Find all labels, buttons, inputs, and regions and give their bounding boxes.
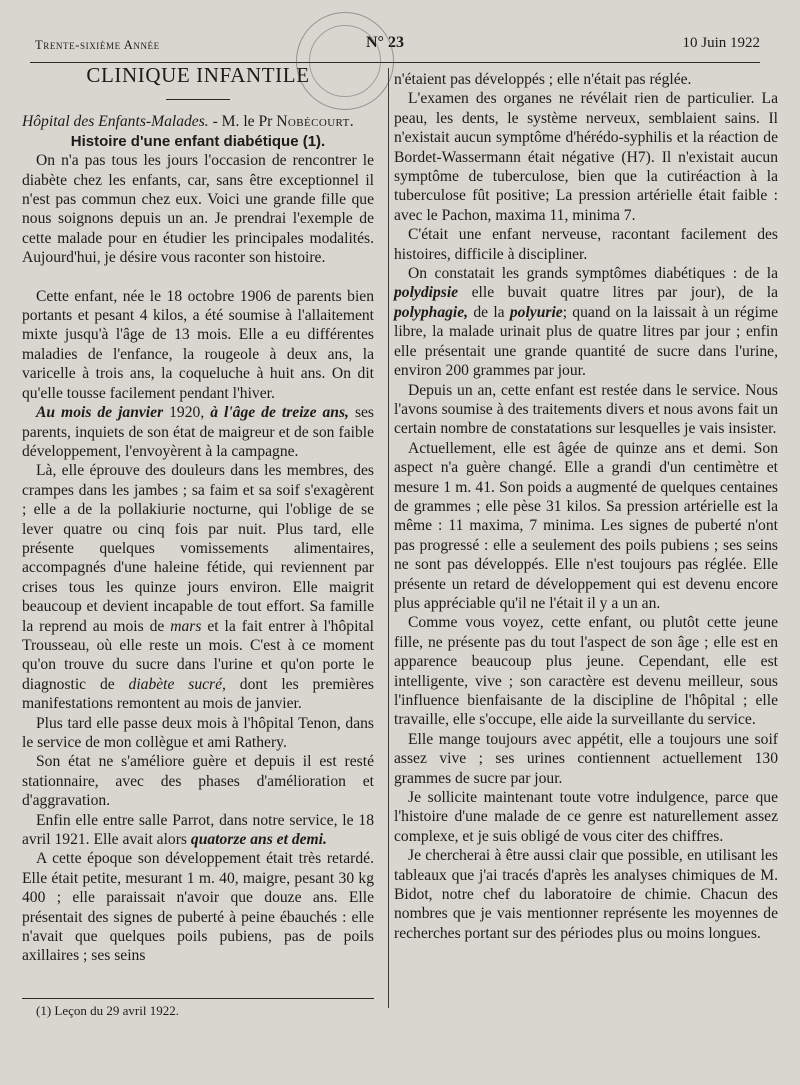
emph-age: à l'âge de treize ans, [210, 404, 349, 422]
p7-part-a: Enfin elle entre salle Parrot, dans notre service, le 18 avril 1921. Elle avait alors [22, 811, 374, 849]
right-paragraph-10: Je chercherai à être aussi clair que possible, en utilisant les tableaux que j'ai tracés d'après les analyses chimiques de M. Bidot, notre chef du laboratoire de chimie. Chacun des nombres que je vais mentionner représente les moyennes de recherches portant sur des périodes plus ou moins longues. [394, 847, 778, 942]
footnote-rule [22, 998, 374, 999]
volume-year: Trente-sixième Année [35, 38, 160, 52]
left-paragraph-8: A cette époque son développement était très retardé. Elle était petite, mesurant 1 m. 40, maigre, pesant 30 kg 400 ; elle paraissait n'avoir que douze ans. Elle présentait des signes de puberté à peine ébauchés : elle n'avait que quelques poils pubiens, pas de poils axillaires ; ses seins [22, 850, 374, 965]
right-paragraph-6: Actuellement, elle est âgée de quinze ans et demi. Son aspect n'a guère changé. Elle a grandi d'un centimètre et mesure 1 m. 41. Son poids a augmenté de quelques centaines de grammes ; elle pèse 31 kilos. Sa pression artérielle est la même : 11 maxima, 7 minima. Les signes de puberté n'ont pas progressé : elle a seulement des poils pubiens ; ses seins ne sont pas développés. Elle n'est toujours pas réglée. Elle présente un retard de développement qui est devenu encore plus appréciable qu'il ne l'était il y a un an. [394, 439, 778, 612]
right-paragraph-5: Depuis un an, cette enfant est restée dans le service. Nous l'avons soumise à des traitements divers et nous avons fait un certain nombre de constatations sur lesquelles je vais insister. [394, 381, 778, 438]
byline-prefix: - M. le Pr [208, 113, 277, 131]
right-paragraph-2: L'examen des organes ne révélait rien de particulier. La peau, les dents, le système nerveux, semblaient sains. Il n'existait aucun symptôme d'hérédo-syphilis et la réaction de Bordet-Wassermann était négative (H7). Il n'existait aucun symptôme de tuberculose, bien que la cutiréaction à la tuberculose fût positive; La pression artérielle était faible : avec le Pachon, maxima 11, minima 7. [394, 90, 778, 224]
right-paragraph-7: Comme vous voyez, cette enfant, ou plutôt cette jeune fille, ne présente pas du tout l'aspect de son âge ; elle est en apparence beaucoup plus jeune. Cependant, elle est intelligente, vive ; son caractère est devenu meilleur, sous l'influence bienfaisante de la discipline de l'hôpital ; elle travaille, elle s'occupe, elle aide la surveillante du service. [394, 614, 778, 729]
emph-polyphagie: polyphagie, [394, 303, 469, 321]
r4-part-g: ; quand on la laissait à un régime libre, la malade urinait plus de quatre litres par jour ; enfin elle présentait une grande quantité de sucre dans l'urine, environ 200 grammes par jour. [394, 303, 778, 380]
section-title: CLINIQUE INFANTILE [86, 63, 310, 87]
right-paragraph-4 [394, 264, 778, 380]
left-paragraph-2: Cette enfant, née le 18 octobre 1906 de parents bien portants et pesant 4 kilos, a été soumise à l'allaitement mixte jusqu'à l'âge de 13 mois. Elle a eu différentes maladies de l'enfance, la rougeole à deux ans, la varicelle à trois ans, la coqueluche à huit ans. On dit qu'elle tousse facilement pendant l'hiver. [22, 287, 374, 402]
emph-polydipsie: polydipsie [394, 284, 459, 302]
right-paragraph-9: Je sollicite maintenant toute votre indulgence, parce que l'histoire d'une malade de ce genre est naturellement assez complexe, et je suis obligé de vous citer des chiffres. [394, 789, 778, 845]
year-text: 1920, [163, 404, 211, 422]
issue-number: N° 23 [366, 34, 404, 51]
emph-age-admission: quatorze ans et demi. [190, 831, 327, 849]
left-paragraph-1: On n'a pas tous les jours l'occasion de rencontrer le diabète chez les enfants, car, sans être exceptionnel il n'est pas commun chez eux. Voici une grande fille que nous soignons depuis un an. Je prendrai l'exemple de cette malade pour en étudier les principales modalités. Aujourd'hui, je désire vous raconter son histoire. [22, 152, 374, 267]
emph-month: Au mois de janvier [36, 404, 164, 422]
issue-date: 10 Juin 1922 [682, 35, 760, 51]
footnote: (1) Leçon du 29 avril 1922. [36, 1003, 179, 1018]
r4-part-c: elle buvait quatre litres par jour), de la [458, 284, 778, 302]
column-divider [388, 68, 389, 1008]
emph-mars: mars [170, 617, 202, 635]
emph-diagnosis: diabète sucré, [128, 675, 226, 693]
p4-part-e: dont les premières manifestations remontent au mois de janvier. [22, 675, 374, 713]
left-column [22, 63, 375, 966]
left-paragraph-5: Plus tard elle passe deux mois à l'hôpital Tenon, dans le service de mon collègue et ami Rathery. [22, 714, 374, 751]
left-paragraph-4 [22, 461, 374, 713]
title-rule [166, 99, 230, 100]
emph-polyurie: polyurie [509, 303, 563, 321]
left-paragraph-7 [22, 811, 374, 850]
right-paragraph-8: Elle mange toujours avec appétit, elle a toujours une soif assez vive ; ses urines contiennent actuellement 130 grammes de sucre par jour. [394, 730, 778, 787]
right-column [394, 70, 778, 943]
right-paragraph-3: C'était une enfant nerveuse, racontant facilement des histoires, difficile à discipliner. [394, 226, 778, 263]
byline [22, 112, 374, 131]
r4-part-a: On constatait les grands symptômes diabétiques : de la [408, 265, 778, 283]
p4-part-a: Là, elle éprouve des douleurs dans les membres, des crampes dans les jambes ; sa faim et sa soif s'exagèrent ; elle a de la pollakiurie nocturne, qui l'oblige de se lever quatre ou cinq fois par nuit. Plus tard, elle présente quelques vomissements alimentaires, accompagnés d'une haleine fétide, qui reviennent par crises tous les quinze jours environ. Elle maigrit beaucoup et devient incapable de tout effort. Sa famille la reprend au mois de [22, 462, 374, 635]
left-paragraph-3 [22, 403, 374, 461]
left-paragraph-3-rest: ses parents, inquiets de son état de maigreur et de son faible développement, l'envoyèrent à la campagne. [22, 404, 375, 460]
p4-part-c: et la fait entrer à l'hôpital Trousseau, où elle reste un mois. C'est à ce moment qu'on trouve du sucre dans l'urine et qu'on porte le diagnostic de [22, 617, 374, 693]
byline-author: Nobécourt. [276, 113, 355, 131]
r4-part-e: de la [468, 303, 510, 321]
article-subtitle: Histoire d'une enfant diabétique (1). [70, 132, 326, 150]
page-header [30, 36, 760, 60]
left-paragraph-6: Son état ne s'améliore guère et depuis il est resté stationnaire, avec des phases d'amélioration et d'aggravation. [22, 753, 374, 810]
byline-hospital: Hôpital des Enfants-Malades. [22, 113, 209, 131]
right-paragraph-1: n'étaient pas développés ; elle n'était pas réglée. [394, 71, 692, 88]
